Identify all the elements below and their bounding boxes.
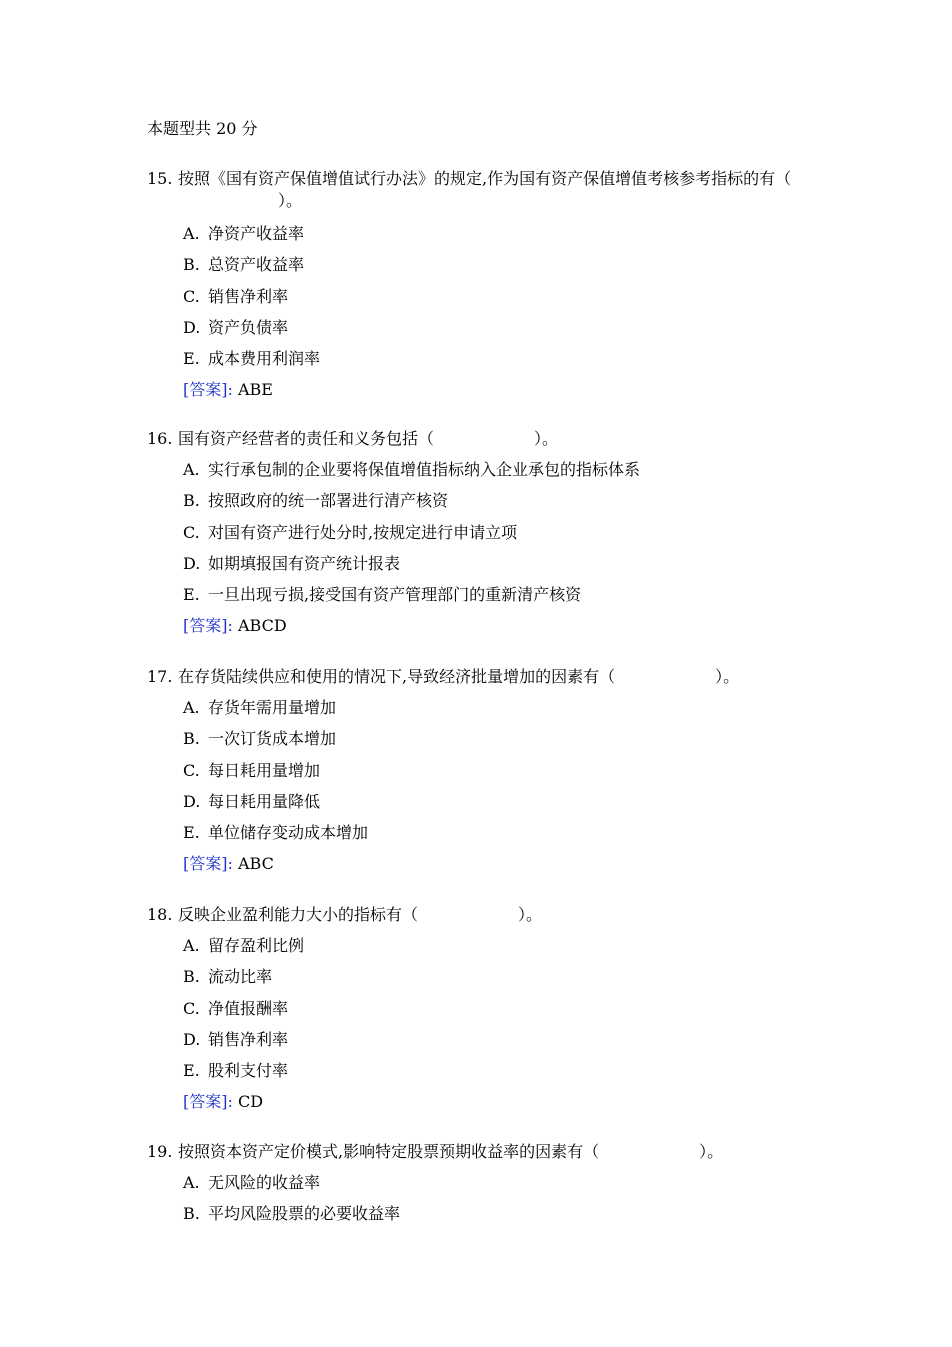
option-e: E. 一旦出现亏损,接受国有资产管理部门的重新清产核资 <box>183 585 582 605</box>
question-text: 按照《国有资产保值增值试行办法》的规定,作为国有资产保值增值考核参考指标的有（）。 <box>178 169 792 210</box>
question-stem <box>147 666 827 688</box>
question-16 <box>147 428 827 642</box>
question-text: 国有资产经营者的责任和义务包括（ ）。 <box>178 429 559 448</box>
option-b: B. 流动比率 <box>183 967 273 987</box>
option-b: B. 一次订货成本增加 <box>183 729 337 749</box>
option-list <box>183 930 827 1086</box>
question-number: 16. <box>147 429 173 448</box>
option-list <box>183 454 827 610</box>
option-c: C. 净值报酬率 <box>183 998 289 1018</box>
question-18 <box>147 904 827 1118</box>
question-stem <box>147 168 827 212</box>
answer-value: ABE <box>237 380 273 400</box>
option-e: E. 股利支付率 <box>183 1061 289 1081</box>
question-17 <box>147 666 827 880</box>
option-b: B. 按照政府的统一部署进行清产核资 <box>183 491 449 511</box>
question-stem <box>147 904 827 926</box>
option-list <box>183 1167 827 1230</box>
section-title: 本题型共 20 分 <box>147 119 258 138</box>
option-e: E. 单位储存变动成本增加 <box>183 823 369 843</box>
answer-line <box>183 610 827 641</box>
answer-value: ABCD <box>237 616 287 636</box>
answer-label: [答案]: <box>183 616 233 636</box>
option-a: A. 无风险的收益率 <box>183 1173 321 1192</box>
answer-line <box>183 1086 827 1117</box>
question-15 <box>147 168 827 406</box>
question-number: 19. <box>147 1142 173 1161</box>
option-c: C. 销售净利率 <box>183 286 289 306</box>
option-d: D. 如期填报国有资产统计报表 <box>183 553 401 573</box>
option-d: D. 销售净利率 <box>183 1029 289 1049</box>
answer-line <box>183 848 827 879</box>
answer-value: CD <box>237 1092 264 1112</box>
question-text: 反映企业盈利能力大小的指标有（ ）。 <box>178 905 543 924</box>
option-a: A. 存货年需用量增加 <box>183 698 337 717</box>
answer-label: [答案]: <box>183 854 233 874</box>
option-a: A. 净资产收益率 <box>183 224 305 243</box>
option-d: D. 资产负债率 <box>183 317 289 337</box>
option-b: B. 总资产收益率 <box>183 255 305 275</box>
option-c: C. 每日耗用量增加 <box>183 760 321 780</box>
answer-label: [答案]: <box>183 1092 233 1112</box>
question-text: 按照资本资产定价模式,影响特定股票预期收益率的因素有（ ）。 <box>178 1142 724 1161</box>
answer-line <box>183 374 827 405</box>
option-list <box>183 218 827 374</box>
option-d: D. 每日耗用量降低 <box>183 791 321 811</box>
question-text: 在存货陆续供应和使用的情况下,导致经济批量增加的因素有（ ）。 <box>178 667 740 686</box>
option-b: B. 平均风险股票的必要收益率 <box>183 1204 401 1224</box>
option-a: A. 留存盈利比例 <box>183 936 305 955</box>
question-number: 15. <box>147 169 173 188</box>
question-stem <box>147 428 827 450</box>
question-stem <box>147 1141 827 1163</box>
option-list <box>183 692 827 848</box>
answer-label: [答案]: <box>183 380 233 400</box>
question-number: 18. <box>147 905 173 924</box>
answer-value: ABC <box>237 854 274 874</box>
option-c: C. 对国有资产进行处分时,按规定进行申请立项 <box>183 522 518 542</box>
option-a: A. 实行承包制的企业要将保值增值指标纳入企业承包的指标体系 <box>183 460 641 479</box>
option-e: E. 成本费用利润率 <box>183 349 321 369</box>
question-19 <box>147 1141 827 1230</box>
question-number: 17. <box>147 667 173 686</box>
